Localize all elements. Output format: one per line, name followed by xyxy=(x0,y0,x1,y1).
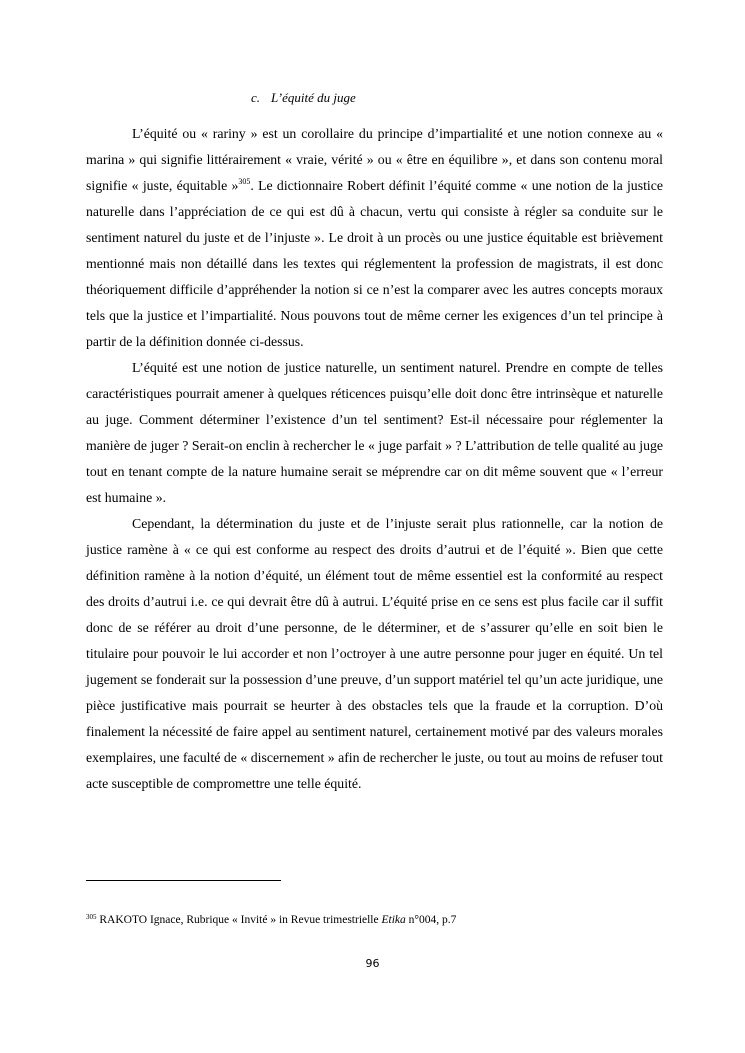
footnote-number: 305 xyxy=(86,913,97,921)
paragraph-1-text-b: . Le dictionnaire Robert définit l’équité comme « une notion de la justice naturelle dans l’appréciation de ce qui est dû à chacun, vertu qui consiste à régler sa conduite sur le sentiment naturel du juste et de l’injuste ». Le droit à un procès ou une justice équitable est brièvement mentionné mais non détaillé dans les textes qui réglementent la profession de magistrats, il est donc théoriquement difficile d’appréhender la notion si ce n’est la comparer avec les autres concepts moraux tels que la justice et l’impartialité. Nous pouvons tout de même cerner les exigences d’un tel principe à partir de la définition donnée ci-dessus. xyxy=(86,178,663,349)
footnote-journal: Etika xyxy=(381,914,406,926)
paragraph-1-text-a: L’équité ou « rariny » est un corollaire du principe d’impartialité et une notion connexe au « marina » qui signifie littérairement « vraie, vérité » ou « être en équilibre », et dans son contenu moral signifie « juste, équitable » xyxy=(86,126,663,193)
footnote-separator xyxy=(86,880,281,881)
footnote-text-a: RAKOTO Ignace, Rubrique « Invité » in Revue trimestrielle xyxy=(96,914,382,926)
body-text xyxy=(86,121,663,797)
footnote-text-b: n°004, p.7 xyxy=(405,914,457,926)
section-heading xyxy=(251,90,356,106)
footnote xyxy=(86,913,456,927)
section-title: L’équité du juge xyxy=(271,90,356,105)
paragraph-3: Cependant, la détermination du juste et de l’injuste serait plus rationnelle, car la notion de justice ramène à « ce qui est conforme au respect des droits d’autrui et de l’équité ». Bien que cette définition ramène à la notion d’équité, un élément tout de même essentiel est la conformité au respect des droits d’autrui i.e. ce qui devrait être dû à autrui. L’équité prise en ce sens est plus facile car il suffit donc de se référer au droit d’une personne, de le déterminer, et de s’assurer qu’elle en soit bien le titulaire pour pouvoir le lui accorder et non l’octroyer à une autre personne pour juger en équité. Un tel jugement se fonderait sur la possession d’une preuve, d’un support matériel tel qu’un acte juridique, une pièce justificative mais pourrait se heurter à des obstacles tels que la fraude et la corruption. D’où finalement la nécessité de faire appel au sentiment naturel, certainement motivé par des valeurs morales exemplaires, une faculté de « discernement » afin de rechercher le juste, ou tout au moins de refuser tout acte susceptible de compromettre une telle équité. xyxy=(86,516,663,791)
paragraph-1 xyxy=(86,121,663,355)
paragraph-2: L’équité est une notion de justice naturelle, un sentiment naturel. Prendre en compte de telles caractéristiques pourrait amener à quelques réticences puisqu’elle doit donc être intrinsèque et naturelle au juge. Comment déterminer l’existence d’un tel sentiment? Est-il nécessaire pour réglementer la manière de juger ? Serait-on enclin à rechercher le « juge parfait » ? L’attribution de telle qualité au juge tout en tenant compte de la nature humaine serait se méprendre car on dit même souvent que « l’erreur est humaine ». xyxy=(86,360,663,505)
page-number: 96 xyxy=(365,957,380,970)
section-number: c. xyxy=(251,90,261,105)
footnote-reference[interactable]: 305 xyxy=(238,177,251,186)
